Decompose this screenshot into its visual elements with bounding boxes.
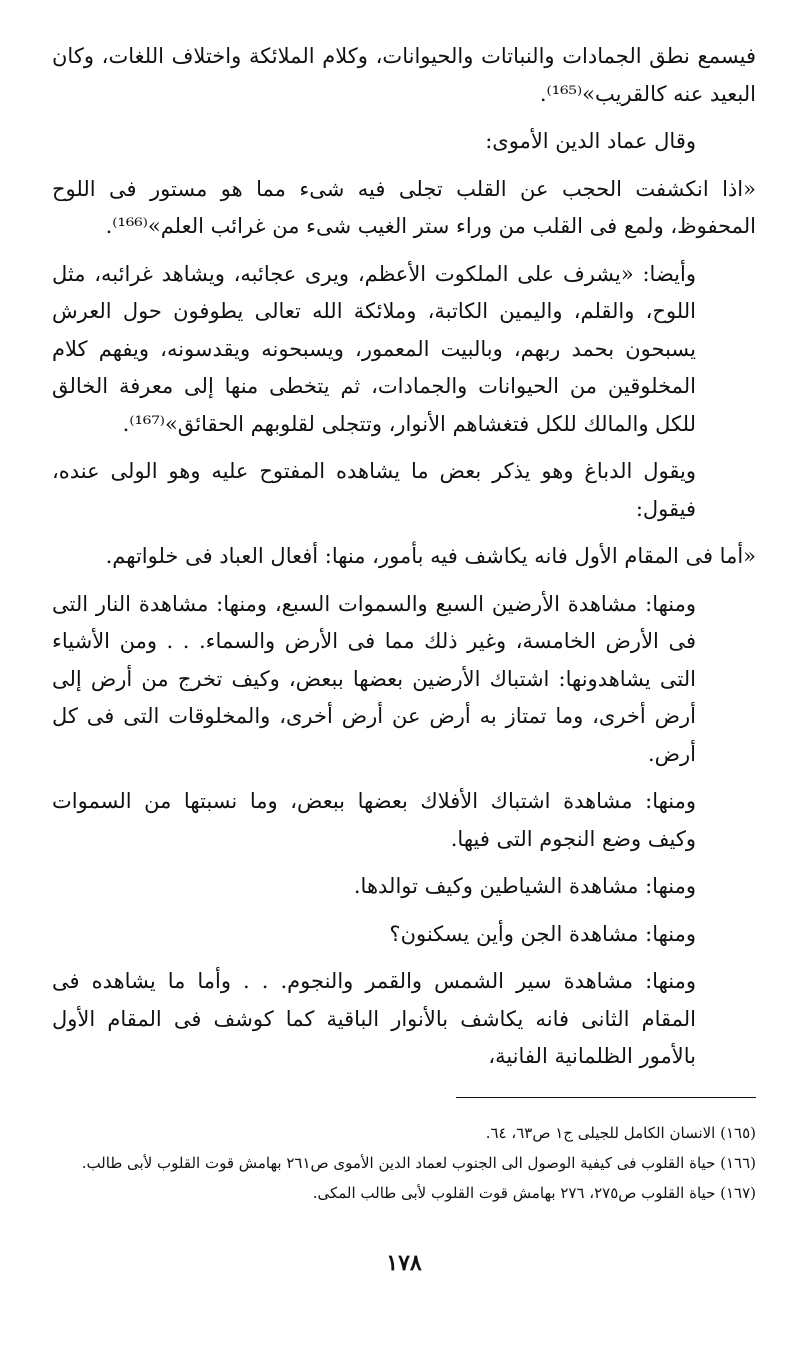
paragraph-5: ويقول الدباغ وهو يذكر بعض ما يشاهده المفتوح عليه وهو الولى عنده، فيقول:: [52, 459, 696, 521]
paragraph-3: «اذا انكشفت الحجب عن القلب تجلى فيه شىء مما هو مستور فى اللوح المحفوظ، ولمع فى القلب من وراء ستر الغيب شىء من غرائب العلم»⁽¹⁶⁶⁾.: [52, 176, 756, 238]
main-text: [52, 38, 756, 1086]
paragraph-2: وقال عماد الدين الأموى:: [485, 129, 696, 153]
paragraph-1: فيسمع نطق الجمادات والنباتات والحيوانات، وكلام الملائكة واختلاف اللغات، وكان البعيد عنه كالقريب»⁽¹⁶⁵⁾.: [52, 44, 756, 106]
paragraph-11: ومنها: مشاهدة سير الشمس والقمر والنجوم. . . وأما ما يشاهده فى المقام الثانى فانه يكاشف بالأنوار الباقية كما كوشف فى المقام الأول بالأمور الظلمانية الفانية،: [52, 969, 696, 1068]
footnotes: [52, 1118, 756, 1208]
paragraph-7: ومنها: مشاهدة الأرضين السبع والسموات السبع، ومنها: مشاهدة النار التى فى الأرض الخامسة، وغير ذلك مما فى الأرض والسماء. . . ومن الأشياء التى يشاهدونها: اشتباك الأرضين بعضها ببعض، وكيف تخرج من أرض إلى أرض أخرى، وما تمتاز به أرض عن أرض أخرى، والمخلوقات التى فى كل أرض.: [52, 591, 696, 766]
paragraph-9: ومنها: مشاهدة الشياطين وكيف توالدها.: [353, 874, 696, 898]
paragraph-8: ومنها: مشاهدة اشتباك الأفلاك بعضها ببعض، وما نسبتها من السموات وكيف وضع النجوم التى فيها.: [52, 789, 696, 851]
footnote-166: (١٦٦) حياة القلوب فى كيفية الوصول الى الجنوب لعماد الدين الأموى ص٢٦١ بهامش قوت القلوب لأبى طالب.: [81, 1154, 756, 1172]
paragraph-10: ومنها: مشاهدة الجن وأين يسكنون؟: [389, 921, 696, 946]
footnote-divider: [456, 1097, 756, 1098]
footnote-167: (١٦٧) حياة القلوب ص٢٧٥، ٢٧٦ بهامش قوت القلوب لأبى طالب المكى.: [312, 1184, 756, 1202]
paragraph-6: «أما فى المقام الأول فانه يكاشف فيه بأمور، منها: أفعال العباد فى خلواتهم.: [105, 544, 756, 568]
page-number: ١٧٨: [386, 1250, 422, 1276]
paragraph-4: وأيضا: «يشرف على الملكوت الأعظم، ويرى عجائبه، ويشاهد غرائبه، مثل اللوح، والقلم، واليمين الكاتبة، وملائكة الله تعالى يطوفون حول العرش يسبحون بحمد ربهم، وبالبيت المعمور، ويسبحونه ويقدسونه، ويفهم كلام المخلوقين من الحيوانات والجمادات، ثم يتخطى منها إلى معرفة الخالق للكل والمالك للكل فتغشاهم الأنوار، وتتجلى لقلوبهم الحقائق»⁽¹⁶⁷⁾.: [52, 261, 696, 436]
footnote-165: (١٦٥) الانسان الكامل للجيلى ج١ ص٦٣، ٦٤.: [485, 1124, 756, 1142]
